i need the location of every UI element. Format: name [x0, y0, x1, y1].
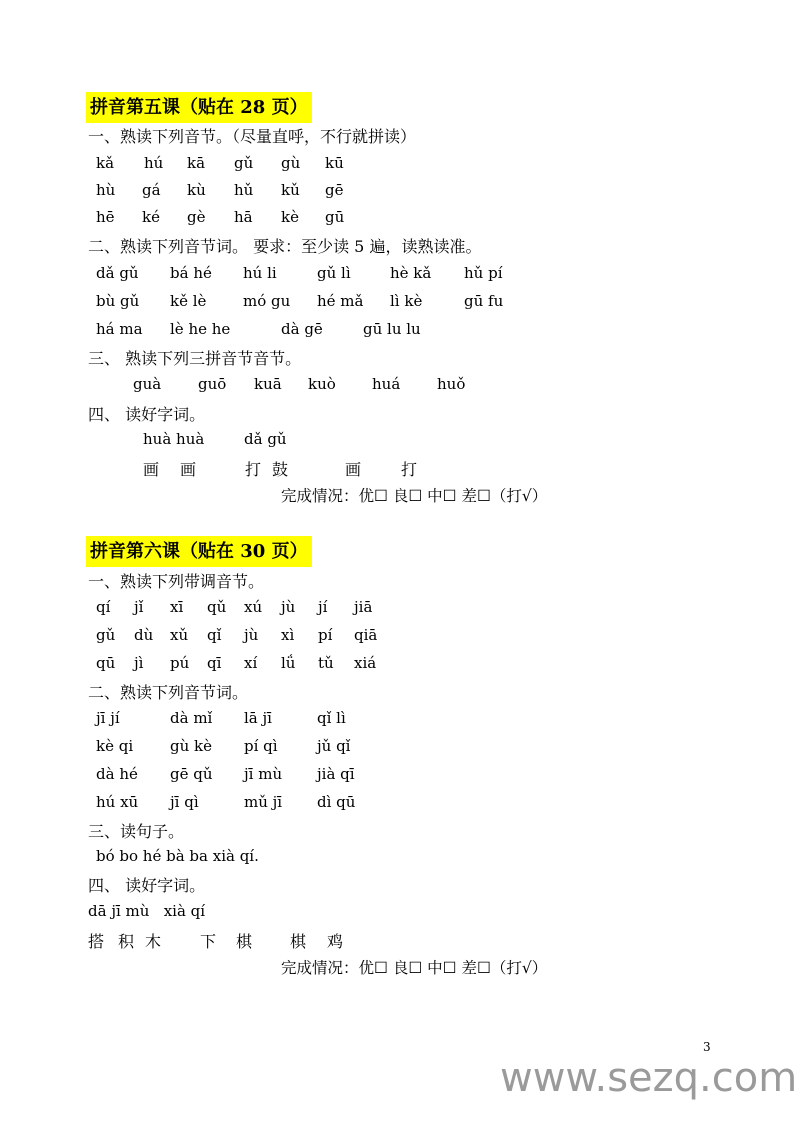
word: há ma: [96, 320, 143, 338]
hanzi: 搭: [88, 932, 105, 951]
lesson6-section2-heading: 二、熟读下列音节词。: [88, 683, 249, 702]
syllable: jí: [318, 598, 328, 616]
word: qǐ lì: [317, 709, 346, 727]
syllable: kā: [187, 154, 206, 172]
word: lì kè: [390, 292, 423, 310]
syllable: xǔ: [170, 626, 189, 644]
syllable: hē: [96, 208, 115, 226]
lesson5-title: 拼音第五课（贴在 28 页）: [86, 92, 312, 123]
word: hǔ pí: [464, 264, 503, 282]
hanzi: 鼓: [272, 460, 289, 479]
syllable: qí: [96, 598, 111, 616]
lesson6-section1-heading: 一、熟读下列带调音节。: [88, 572, 265, 591]
lesson6-section4-heading: 四、 读好字词。: [88, 876, 206, 895]
hanzi: 鸡: [327, 932, 344, 951]
word: kè qi: [96, 737, 134, 755]
word: dà hé: [96, 765, 138, 783]
syllable: qū: [96, 654, 116, 672]
syllable: qǔ: [207, 598, 227, 616]
syllable: gū: [325, 208, 345, 226]
syllable: qī: [207, 654, 222, 672]
syllable: hā: [234, 208, 253, 226]
syllable: tǔ: [318, 654, 334, 672]
word: pí qì: [244, 737, 278, 755]
syllable: kū: [325, 154, 344, 172]
lesson5-section3-heading: 三、 熟读下列三拼音节音节。: [88, 349, 302, 368]
lesson6-completion-status: 完成情况：优☐ 良☐ 中☐ 差☐（打√）: [281, 959, 548, 977]
hanzi: 棋: [236, 932, 253, 951]
lesson6-sentence: bó bo hé bà ba xià qí.: [96, 847, 259, 865]
syllable: jù: [244, 626, 259, 644]
syllable: hù: [96, 181, 116, 199]
syllable: guō: [198, 375, 227, 393]
syllable: guà: [133, 375, 162, 393]
syllable: gè: [187, 208, 206, 226]
lesson5-completion-status: 完成情况：优☐ 良☐ 中☐ 差☐（打√）: [281, 487, 548, 505]
word: hú li: [243, 264, 277, 282]
syllable: huǒ: [437, 375, 466, 393]
syllable: huá: [372, 375, 401, 393]
syllable: qiā: [354, 626, 378, 644]
word: gū fu: [464, 292, 504, 310]
page-number: 3: [703, 1040, 711, 1054]
syllable: hǔ: [234, 181, 254, 199]
word: lā jī: [244, 709, 272, 727]
syllable: kuò: [308, 375, 336, 393]
word: jī jí: [96, 709, 120, 727]
syllable: jì: [134, 654, 144, 672]
hanzi: 积: [118, 932, 135, 951]
word: lè he he: [170, 320, 231, 338]
syllable: xí: [244, 654, 258, 672]
word: dǎ gǔ: [96, 264, 139, 282]
syllable: xú: [244, 598, 263, 616]
word: mǔ jī: [244, 793, 283, 811]
syllable: gē: [325, 181, 344, 199]
word: bá hé: [170, 264, 212, 282]
syllable: hú: [144, 154, 164, 172]
word: gū lu lu: [363, 320, 421, 338]
lesson5-section4-heading: 四、 读好字词。: [88, 405, 206, 424]
hanzi: 打: [401, 460, 418, 479]
lesson5-section1-heading: 一、熟读下列音节。（尽量直呼，不行就拼读）: [88, 127, 417, 146]
word: dà mǐ: [170, 709, 213, 727]
watermark: www.sezq.com: [500, 1055, 798, 1101]
syllable: kuā: [254, 375, 282, 393]
hanzi: 画: [345, 460, 362, 479]
word: mó gu: [243, 292, 291, 310]
syllable: xì: [281, 626, 295, 644]
word: jǔ qǐ: [317, 737, 351, 755]
lesson5-section2-heading: 二、熟读下列音节词。 要求：至少读 5 遍，读熟读准。: [88, 237, 482, 256]
word-pinyin: dǎ gǔ: [244, 430, 287, 448]
syllable: gǔ: [234, 154, 254, 172]
hanzi: 棋: [290, 932, 307, 951]
syllable: pú: [170, 654, 190, 672]
hanzi: 打: [245, 460, 262, 479]
syllable: xī: [170, 598, 184, 616]
word: gù kè: [170, 737, 212, 755]
lesson6-title: 拼音第六课（贴在 30 页）: [86, 536, 312, 567]
word: jià qī: [317, 765, 355, 783]
hanzi: 画: [180, 460, 197, 479]
syllable: ké: [142, 208, 160, 226]
syllable: kù: [187, 181, 206, 199]
word: gē qǔ: [170, 765, 213, 783]
word: kě lè: [170, 292, 207, 310]
hanzi: 下: [200, 932, 217, 951]
syllable: qǐ: [207, 626, 222, 644]
syllable: jù: [281, 598, 296, 616]
word: bù gǔ: [96, 292, 140, 310]
syllable: gá: [142, 181, 161, 199]
syllable: gǔ: [96, 626, 116, 644]
word: hé mǎ: [317, 292, 364, 310]
syllable: dù: [134, 626, 154, 644]
lesson6-section4-pinyin: dā jī mù xià qí: [88, 902, 206, 920]
hanzi: 画: [143, 460, 160, 479]
syllable: jǐ: [134, 598, 144, 616]
word: jī qì: [170, 793, 199, 811]
syllable: pí: [318, 626, 333, 644]
syllable: jiā: [354, 598, 373, 616]
word: hè kǎ: [390, 264, 432, 282]
word-pinyin: huà huà: [143, 430, 205, 448]
word: jī mù: [244, 765, 283, 783]
syllable: kè: [281, 208, 299, 226]
syllable: gù: [281, 154, 301, 172]
word: dà gē: [281, 320, 323, 338]
word: gǔ lì: [317, 264, 351, 282]
word: dì qū: [317, 793, 356, 811]
hanzi: 木: [145, 932, 162, 951]
syllable: xiá: [354, 654, 377, 672]
syllable: kǔ: [281, 181, 300, 199]
syllable: kǎ: [96, 154, 115, 172]
word: hú xū: [96, 793, 139, 811]
lesson6-section3-heading: 三、读句子。: [88, 822, 185, 841]
syllable: lǘ: [281, 654, 296, 672]
